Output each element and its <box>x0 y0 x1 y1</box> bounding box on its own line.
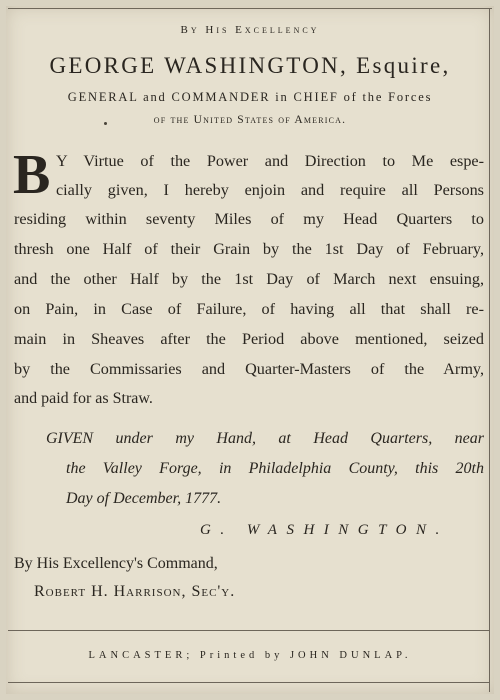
right-rule <box>489 8 490 692</box>
header-line-4: of the United States of America. <box>153 114 347 126</box>
printer-imprint: LANCASTER; Printed by JOHN DUNLAP. <box>88 650 412 661</box>
header-title: GEORGE WASHINGTON, Esquire, <box>49 53 451 78</box>
body-line-4: thresh one Half of their Grain by the 1st Day of February, <box>14 240 484 258</box>
command-line-1: By His Excellency's Command, <box>14 555 218 572</box>
ornament-dot <box>104 122 107 125</box>
body-line-8: by the Commissaries and Quarter-Masters of the Army, <box>14 360 484 378</box>
body-line-9: and paid for as Straw. <box>14 390 153 407</box>
body-line-3: residing within seventy Miles of my Head Quarters to <box>14 210 484 228</box>
body-line-6: on Pain, in Case of Failure, of having all that shall re- <box>14 300 484 318</box>
header-line-1: By His Excellency <box>180 24 320 36</box>
body-line-2: cially given, I hereby enjoin and require all Persons <box>56 181 484 199</box>
given-line-1: GIVEN under my Hand, at Head Quarters, near <box>46 430 484 447</box>
given-line-2: the Valley Forge, in Philadelphia County, this 20th <box>66 460 484 477</box>
signature: G. WASHINGTON. <box>200 522 449 538</box>
drop-cap: B <box>13 144 51 206</box>
given-line-3: Day of December, 1777. <box>66 490 222 507</box>
body-line-1: Y Virtue of the Power and Direction to Me espe- <box>56 152 484 170</box>
footer-bottom-rule <box>8 682 490 683</box>
top-rule <box>8 8 492 9</box>
footer-top-rule <box>8 630 490 631</box>
body-line-5: and the other Half by the 1st Day of March next ensuing, <box>14 270 484 288</box>
command-line-2: Robert H. Harrison, Sec'y. <box>34 583 236 600</box>
body-line-7: main in Sheaves after the Period above mentioned, seized <box>14 330 484 348</box>
header-line-3: GENERAL and COMMANDER in CHIEF of the Forces <box>67 90 433 104</box>
